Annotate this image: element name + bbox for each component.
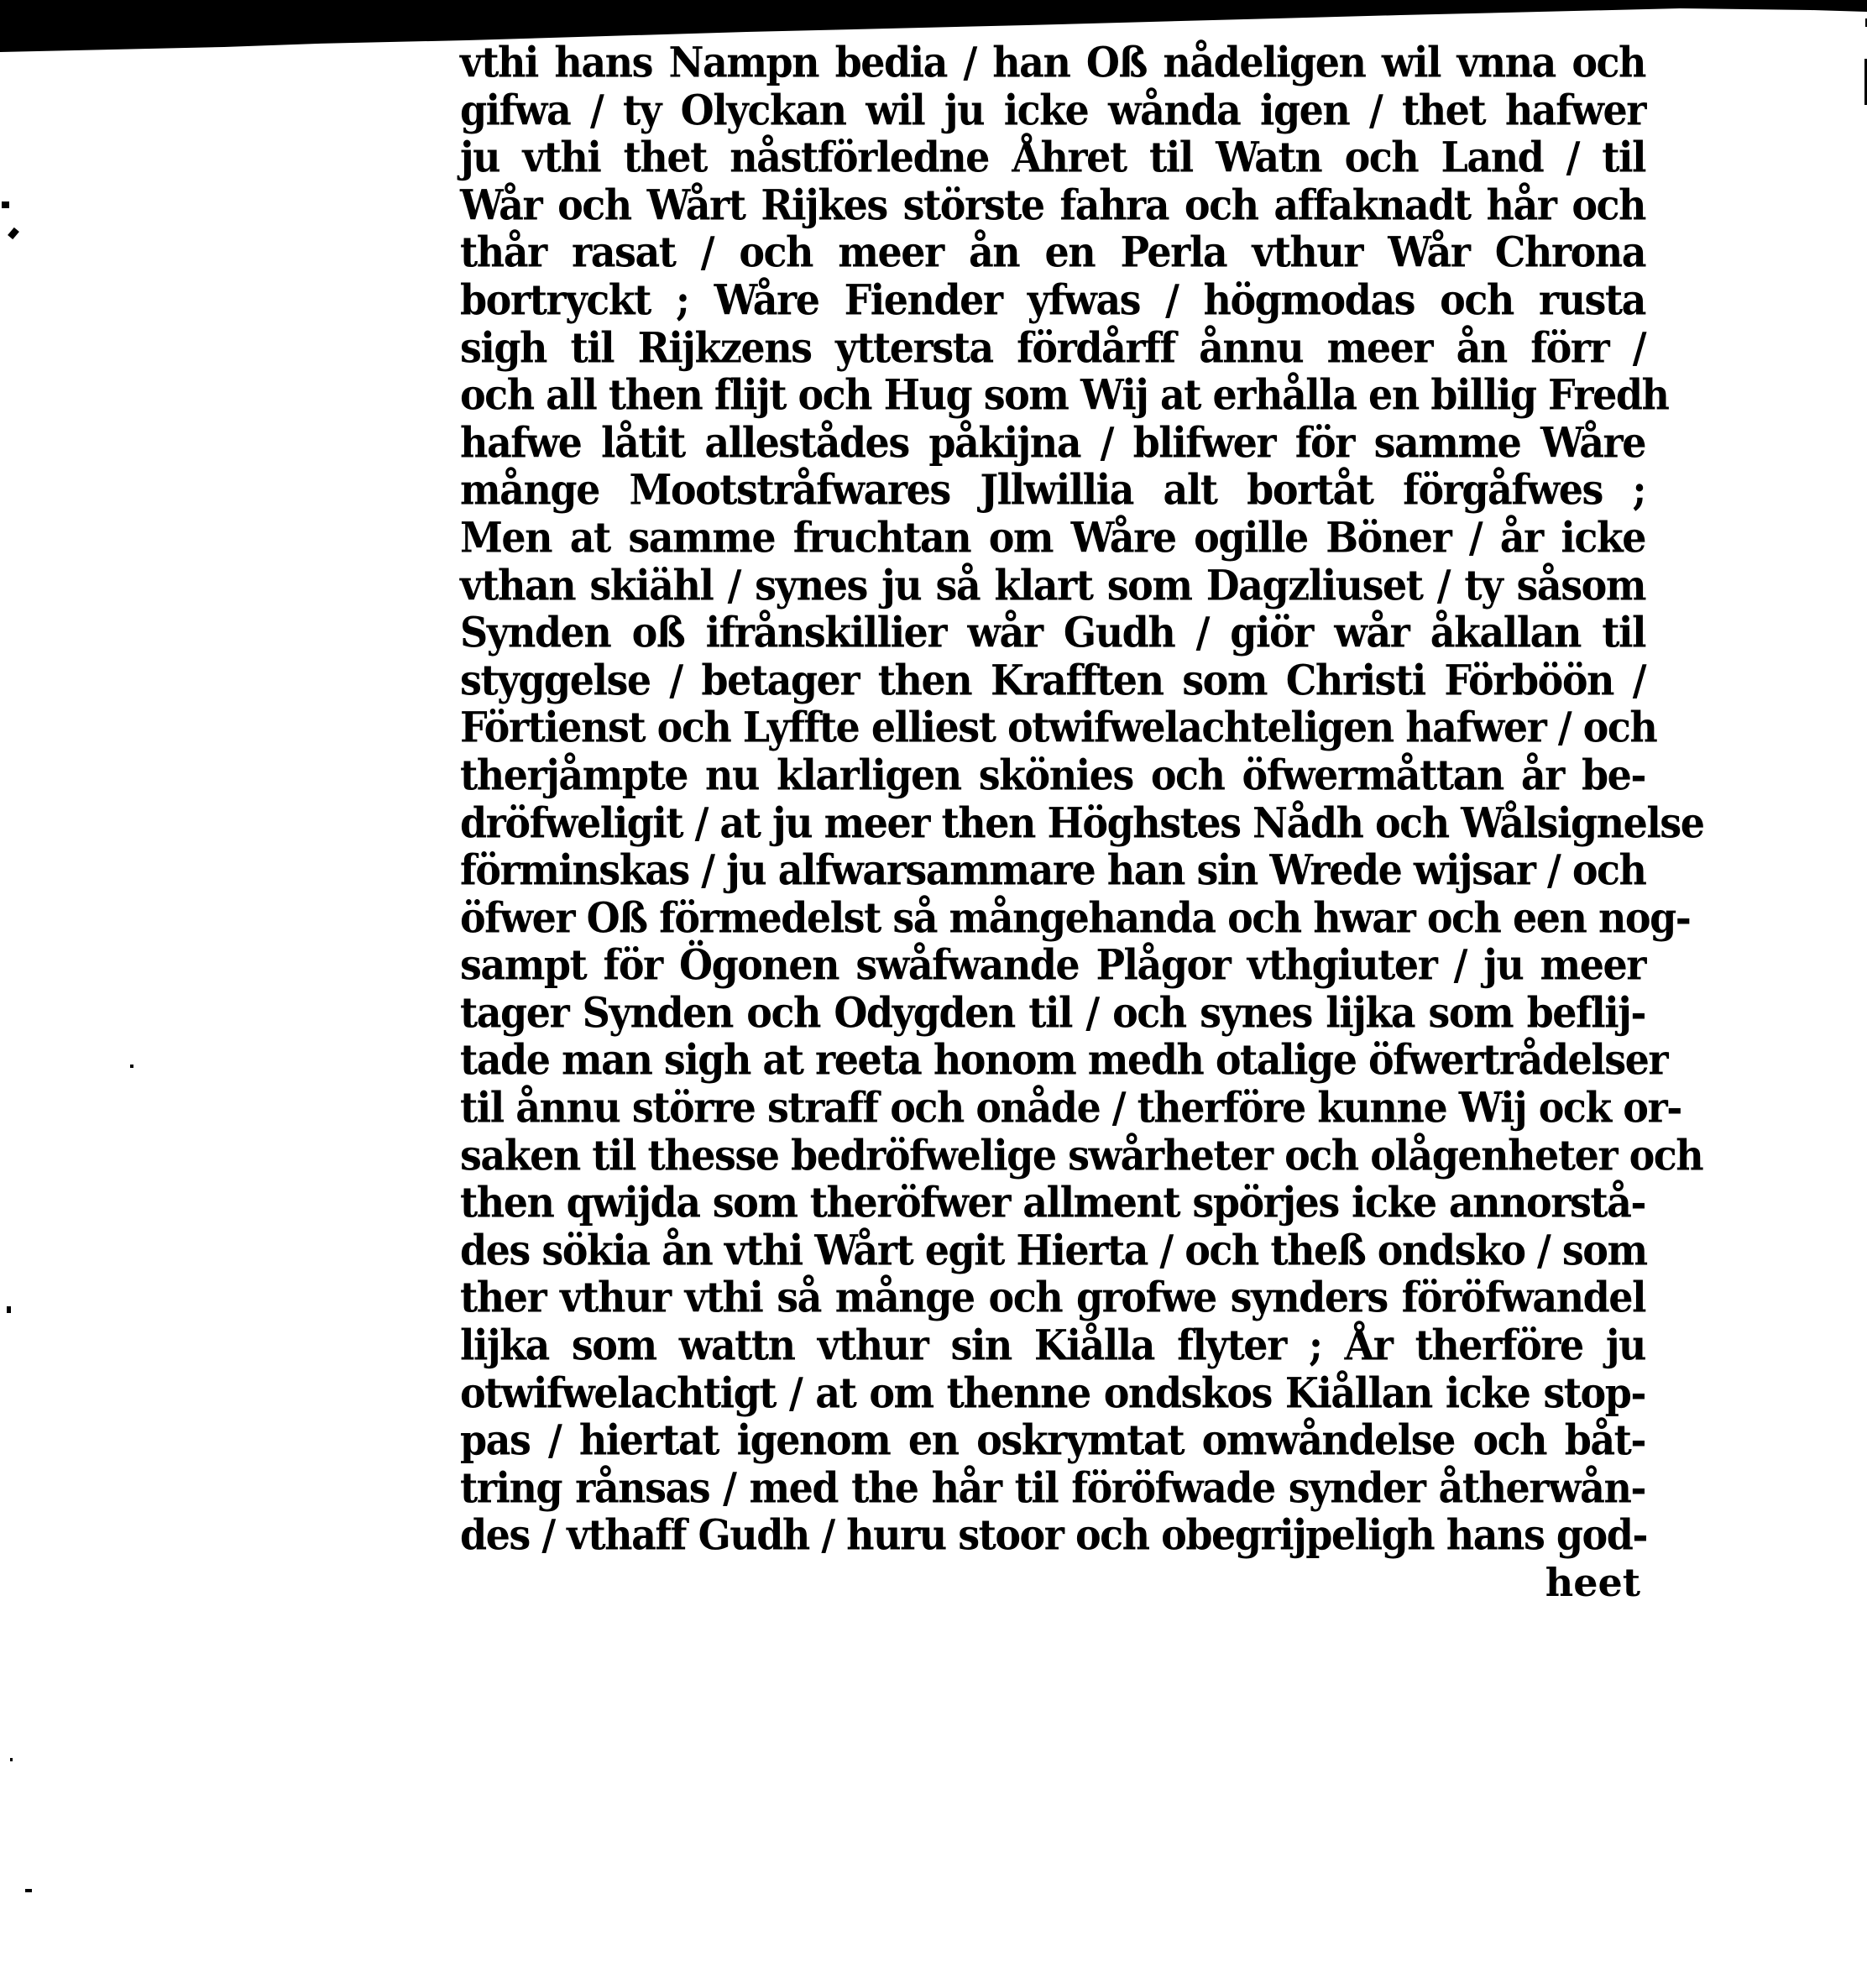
text-line-7: sigh til Rijkzens ytterstа fördårff ånnu meer ån förr / xyxy=(460,322,1645,372)
text-line-24: saken til thesse bedröfwelige swårheter och olågenheter och xyxy=(460,1130,1703,1180)
text-line-27: ther vthur vthi så månge och grofwe synders föröfwandel xyxy=(460,1273,1645,1322)
text-line-28: lijka som wattn vthur sin Kiålla flyter ; År therföre ju xyxy=(460,1320,1645,1370)
margin-speck xyxy=(130,1065,133,1068)
text-line-13: Synden oß ifrånskillier wår Gudh / giör wår åkallan til xyxy=(460,607,1645,657)
margin-speck xyxy=(8,228,19,239)
page-text-block xyxy=(460,37,1704,1607)
text-line-14: styggelse / betager then Krafften som Christi Förböön / xyxy=(460,655,1645,704)
text-line-9: hafwe låtit allestådes påkijna / blifwer för samme Wåre xyxy=(460,417,1645,467)
margin-speck xyxy=(7,1306,11,1313)
text-line-10: månge Mootstråfwares Jllwillia alt bortåt förgåfwes ; xyxy=(460,465,1645,515)
text-line-26: des sökia ån vthi Wårt egit Hierta / och theß ondsko / som xyxy=(460,1225,1647,1274)
text-line-25: then qwijda som theröfwer allment spörjes icke annorstå- xyxy=(460,1178,1645,1227)
text-line-17: dröfweligit / at ju meer then Höghstes Nådh och Wålsignelse xyxy=(460,798,1704,847)
text-line-5: thår rasat / och meer ån en Perla vthur Wår Chrona xyxy=(460,228,1645,277)
text-line-2: gifwa / ty Olyckan wil ju icke wånda igen / thet hafwer xyxy=(460,85,1645,134)
text-line-31: tring rånsas / med the hår til föröfwade synder åtherwån- xyxy=(460,1462,1645,1512)
text-line-19: öfwer Oß förmedelst så mångehanda och hwar och een nog- xyxy=(460,892,1691,942)
text-line-18: förminskas / ju alfwarsammare han sin Wrede wijsar / och xyxy=(460,845,1646,895)
text-line-29: otwifwelachtigt / at om thenne ondskos Kiållan icke stop- xyxy=(460,1368,1645,1417)
text-line-21: tager Synden och Odygden til / och synes lijka som beflij- xyxy=(460,987,1645,1038)
text-line-1: vthi hans Nampn bedia / han Oß nådeligen wil vnna och xyxy=(460,37,1645,87)
text-line-3: ju vthi thet nåstförledne Åhret til Watn och Land / til xyxy=(460,133,1645,182)
text-line-32: des / vthaff Gudh / huru stoor och obegrijpeligh hans god- xyxy=(460,1510,1647,1560)
text-line-30: pas / hiertat igenom en oskrymtat omwåndelse och båt- xyxy=(460,1415,1645,1465)
text-line-11: Men at samme fruchtan om Wåre ogille Böner / år icke xyxy=(460,512,1645,562)
margin-speck xyxy=(25,1889,32,1892)
text-line-6: bortryckt ; Wåre Fiender yfwas / högmodas och rusta xyxy=(460,275,1645,325)
text-line-23: til ånnu större straff och onåde / therföre kunne Wij ock or- xyxy=(460,1082,1681,1133)
margin-speck xyxy=(10,1758,13,1761)
text-line-12: vthan skiähl / synes ju så klart som Dagzliuset / ty såsom xyxy=(460,560,1645,609)
text-line-15: Förtienst och Lyffte elliest otwifwelachteligen hafwer / och xyxy=(460,703,1657,752)
text-line-4: Wår och Wårt Rijkes störste fahra och affaknadt hår och xyxy=(460,180,1645,229)
margin-speck xyxy=(2,201,9,208)
text-line-20: sampt för Ögonen swåfwande Plågor vthgiuter / ju meer xyxy=(460,940,1645,990)
text-line-16: therjåmpte nu klarligen skönies och öfwermåttan år be- xyxy=(460,750,1645,800)
text-line-8: och all then flijt och Hug som Wij at erhålla en billig Fredh xyxy=(460,369,1669,420)
catchword: heet xyxy=(1545,1560,1640,1605)
text-line-22: tade man sigh at reeta honom medh otalige öfwertrådelser xyxy=(460,1035,1668,1085)
